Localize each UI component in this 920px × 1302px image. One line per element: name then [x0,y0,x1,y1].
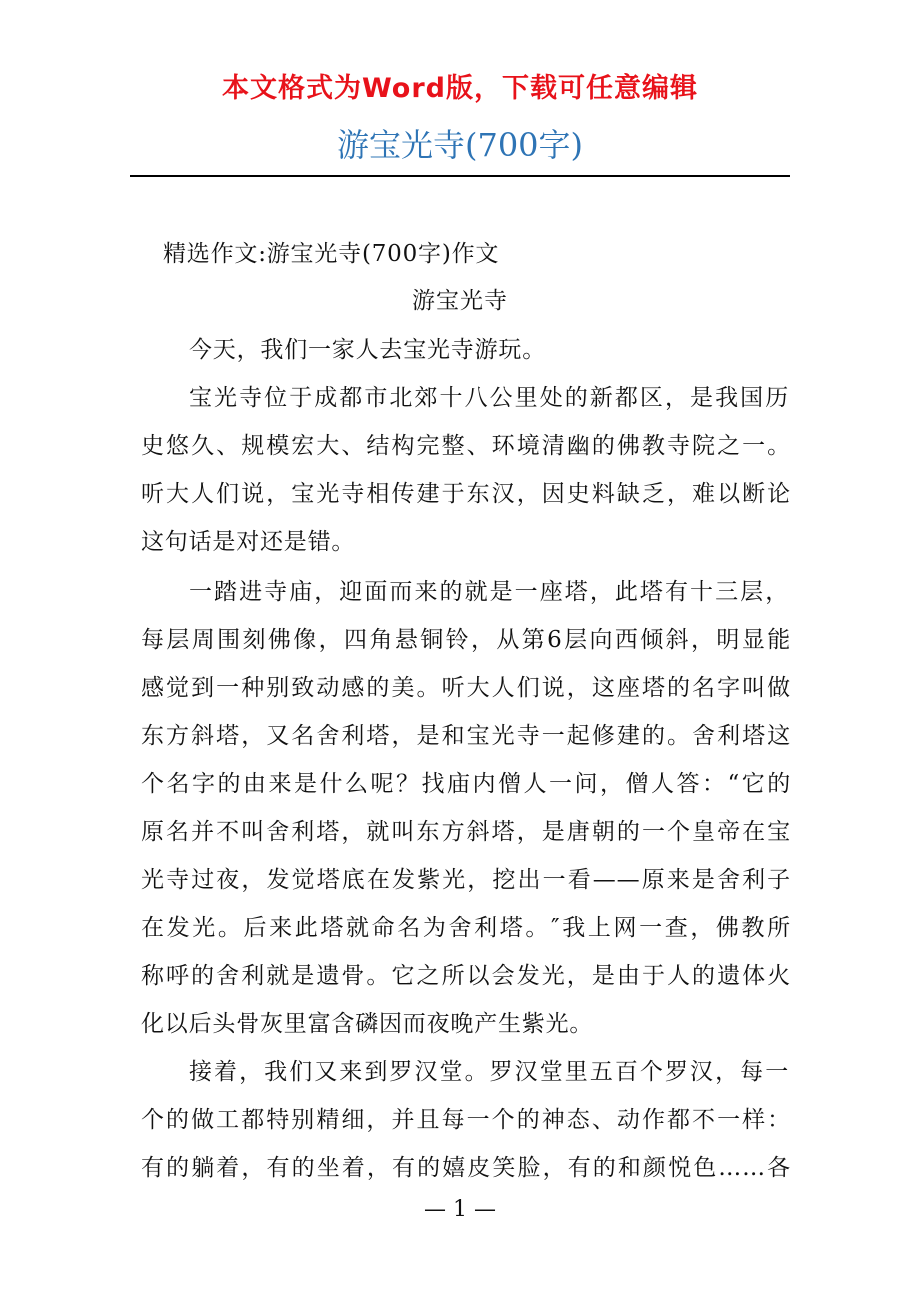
paragraph-line: 东方斜塔，又名舍利塔，是和宝光寺一起修建的。舍利塔这 [141,723,791,749]
paragraph-line: 有的躺着，有的坐着，有的嬉皮笑脸，有的和颜悦色……各 [141,1155,791,1181]
paragraph-line: 化以后头骨灰里富含磷因而夜晚产生紫光。 [141,1011,594,1037]
page-number: — 1 — [424,1197,496,1222]
document-title: 游宝光寺(700字) [336,126,584,164]
paragraph-line: 接着，我们又来到罗汉堂。罗汉堂里五百个罗汉，每一 [189,1059,789,1085]
essay-subtitle: 游宝光寺 [412,288,508,314]
paragraph-line: 感觉到一种别致动感的美。听大人们说，这座塔的名字叫做 [141,675,791,701]
paragraph-line: 每层周围刻佛像，四角悬铜铃，从第6层向西倾斜，明显能 [141,627,791,653]
paragraph-line: 个的做工都特别精细，并且每一个的神态、动作都不一样： [141,1107,791,1133]
paragraph-line: 今天，我们一家人去宝光寺游玩。 [189,337,546,363]
paragraph-line: 个名字的由来是什么呢？找庙内僧人一问，僧人答：“它的 [141,771,791,797]
intro-line: 精选作文:游宝光寺(700字)作文 [163,241,500,267]
paragraph-line: 宝光寺位于成都市北郊十八公里处的新都区，是我国历 [189,385,789,411]
paragraph-line: 光寺过夜，发觉塔底在发紫光，挖出一看——原来是舍利子 [141,867,791,893]
format-notice-banner: 本文格式为Word版，下载可任意编辑 [221,73,698,104]
paragraph-line: 史悠久、规模宏大、结构完整、环境清幽的佛教寺院之一。 [141,433,791,459]
paragraph-line: 原名并不叫舍利塔，就叫东方斜塔，是唐朝的一个皇帝在宝 [141,819,791,845]
paragraph-line: 称呼的舍利就是遗骨。它之所以会发光，是由于人的遗体火 [141,963,791,989]
title-divider [130,175,790,177]
paragraph-line: 这句话是对还是错。 [141,529,356,555]
paragraph-line: 一踏进寺庙，迎面而来的就是一座塔，此塔有十三层， [189,579,789,605]
paragraph-line: 听大人们说，宝光寺相传建于东汉，因史料缺乏，难以断论 [141,481,791,507]
paragraph-line: 在发光。后来此塔就命名为舍利塔。″我上网一查，佛教所 [141,915,791,941]
